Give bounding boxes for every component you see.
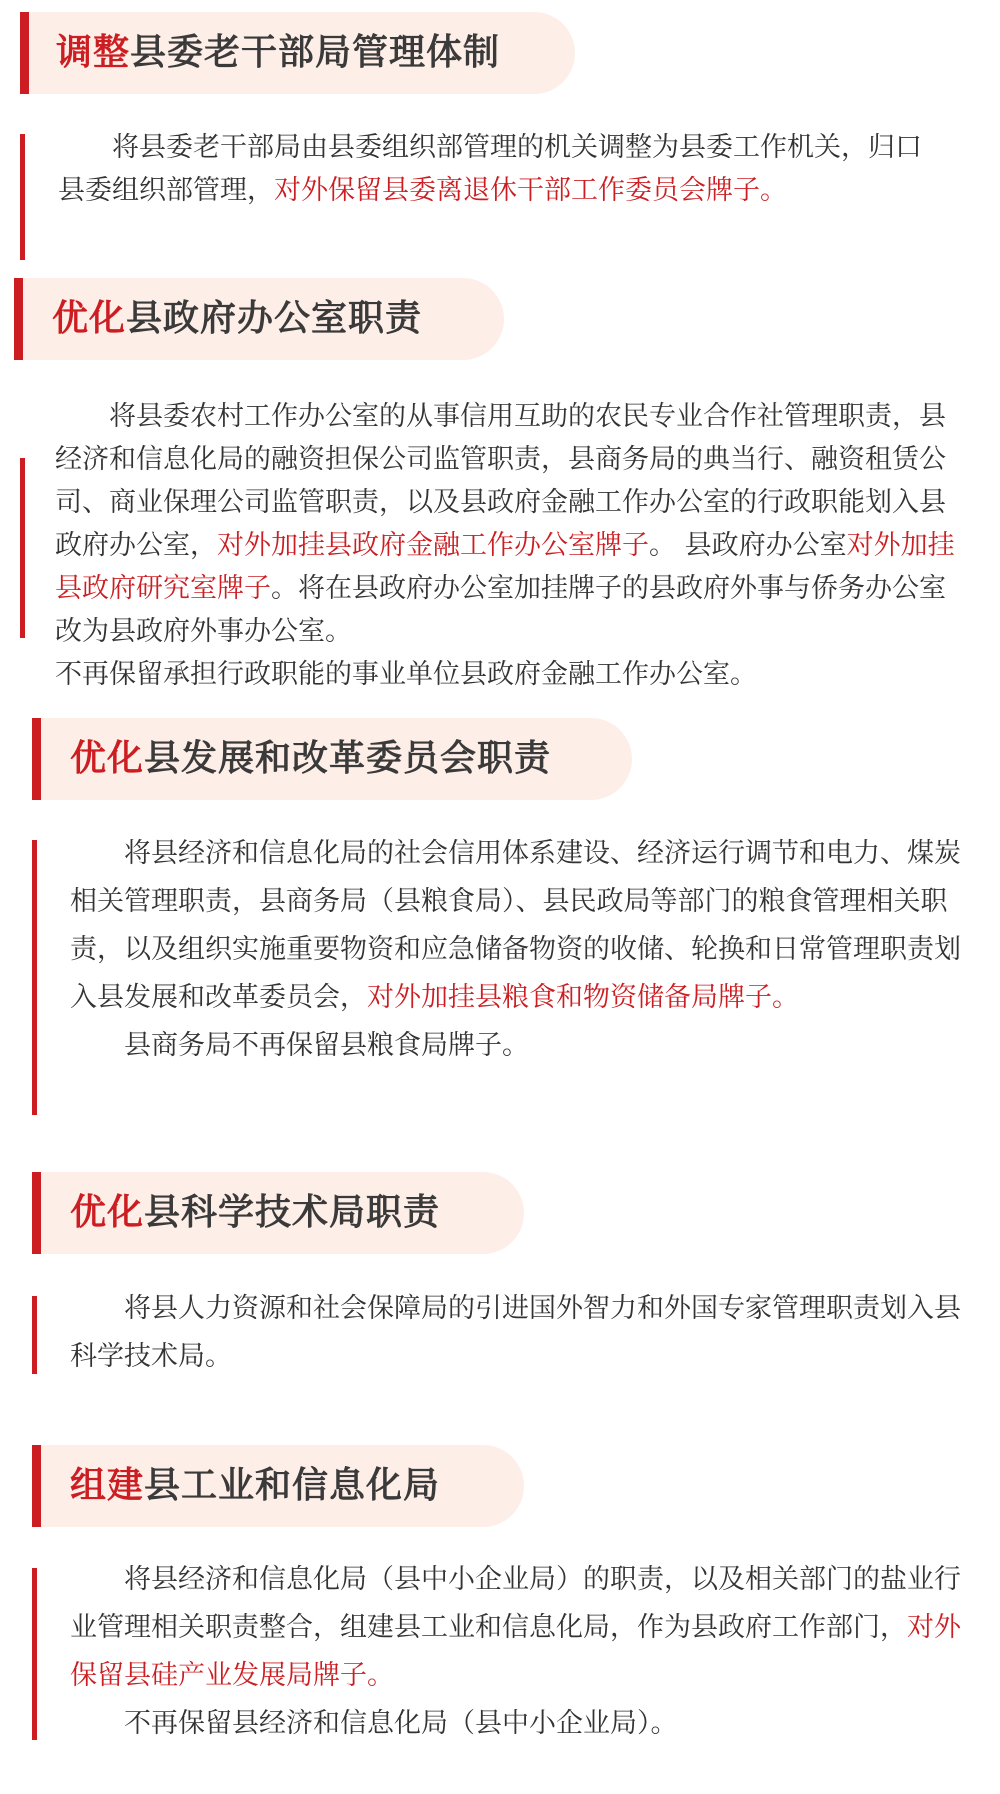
- title-text: 县发展和改革委员会职责: [144, 738, 552, 779]
- title-keyword: 组建: [70, 1465, 145, 1506]
- text-span: 县商务局不再保留县粮食局牌子。: [124, 1030, 529, 1061]
- header-accent-bar: [32, 1445, 41, 1527]
- header-accent-bar: [32, 1172, 41, 1254]
- title-keyword: 调整: [56, 32, 131, 73]
- section-header: [32, 1172, 524, 1254]
- paragraph: [58, 126, 948, 212]
- left-accent-line: [32, 840, 37, 1115]
- section-title: [70, 718, 551, 800]
- section-title: [52, 278, 422, 360]
- text-span: 将县经济和信息化局的社会信用体系建设、经济运行调节和电力、煤炭相关管理职责，县商务局（县粮食局）、县民政局等部门的粮食管理相关职责，以及组织实施重要物资和应急储备物资的收储、轮换和日常管理职责划入县发展和改革委员会，: [70, 838, 961, 1013]
- title-text: 县委老干部局管理体制: [130, 32, 501, 73]
- paragraph: [55, 395, 955, 653]
- section-body: [70, 1285, 970, 1381]
- text-span: 。 县政府办公室: [649, 530, 847, 561]
- paragraph: [70, 1285, 970, 1381]
- paragraph: [70, 830, 970, 1022]
- section-body: [70, 1556, 970, 1748]
- section-body: [55, 395, 955, 696]
- paragraph: [70, 1556, 970, 1700]
- section-title: [70, 1172, 440, 1254]
- header-accent-bar: [20, 12, 29, 94]
- header-accent-bar: [14, 278, 23, 360]
- left-accent-line: [32, 1568, 37, 1740]
- left-accent-line: [32, 1296, 37, 1374]
- paragraph: [70, 1700, 970, 1748]
- title-text: 县工业和信息化局: [144, 1465, 441, 1506]
- title-text: 县科学技术局职责: [144, 1192, 441, 1233]
- section-header: [32, 718, 632, 800]
- section-header: [20, 12, 575, 94]
- text-span: 不再保留县经济和信息化局（县中小企业局）。: [124, 1708, 678, 1739]
- highlight-span: 对外加挂县粮食和物资储备局牌子。: [367, 982, 799, 1013]
- title-keyword: 优化: [70, 1192, 145, 1233]
- text-span: 不再保留承担行政职能的事业单位县政府金融工作办公室。: [55, 659, 757, 690]
- left-accent-line: [20, 134, 25, 260]
- text-span: 将县人力资源和社会保障局的引进国外智力和外国专家管理职责划入县科学技术局。: [70, 1293, 961, 1372]
- header-accent-bar: [32, 718, 41, 800]
- title-keyword: 优化: [52, 298, 127, 339]
- section-body: [58, 126, 948, 212]
- left-accent-line: [20, 458, 25, 638]
- paragraph: [55, 653, 955, 696]
- section-body: [70, 830, 970, 1070]
- section-title: [56, 12, 500, 94]
- text-span: 将县委老干部局由县委组织部管理的机关调整为县委工作机关，归口县委组织部管理，: [58, 132, 922, 206]
- text-span: 将县经济和信息化局（县中小企业局）的职责，以及相关部门的盐业行业管理相关职责整合，组建县工业和信息化局，作为县政府工作部门，: [70, 1564, 961, 1643]
- highlight-span: 对外加挂县政府研究室牌子: [55, 530, 955, 604]
- title-text: 县政府办公室职责: [126, 298, 423, 339]
- section-header: [14, 278, 504, 360]
- paragraph: [70, 1022, 970, 1070]
- highlight-span: 对外保留县硅产业发展局牌子。: [70, 1612, 961, 1691]
- section-title: [70, 1445, 440, 1527]
- section-header: [32, 1445, 524, 1527]
- highlight-span: 对外保留县委离退休干部工作委员会牌子。: [274, 175, 787, 206]
- title-keyword: 优化: [70, 738, 145, 779]
- highlight-span: 对外加挂县政府金融工作办公室牌子: [217, 530, 649, 561]
- text-span: 。将在县政府办公室加挂牌子的县政府外事与侨务办公室改为县政府外事办公室。: [55, 573, 946, 647]
- text-span: 将县委农村工作办公室的从事信用互助的农民专业合作社管理职责，县经济和信息化局的融资担保公司监管职责，县商务局的典当行、融资租赁公司、商业保理公司监管职责，以及县政府金融工作办公室的行政职能划入县政府办公室，: [55, 401, 946, 561]
